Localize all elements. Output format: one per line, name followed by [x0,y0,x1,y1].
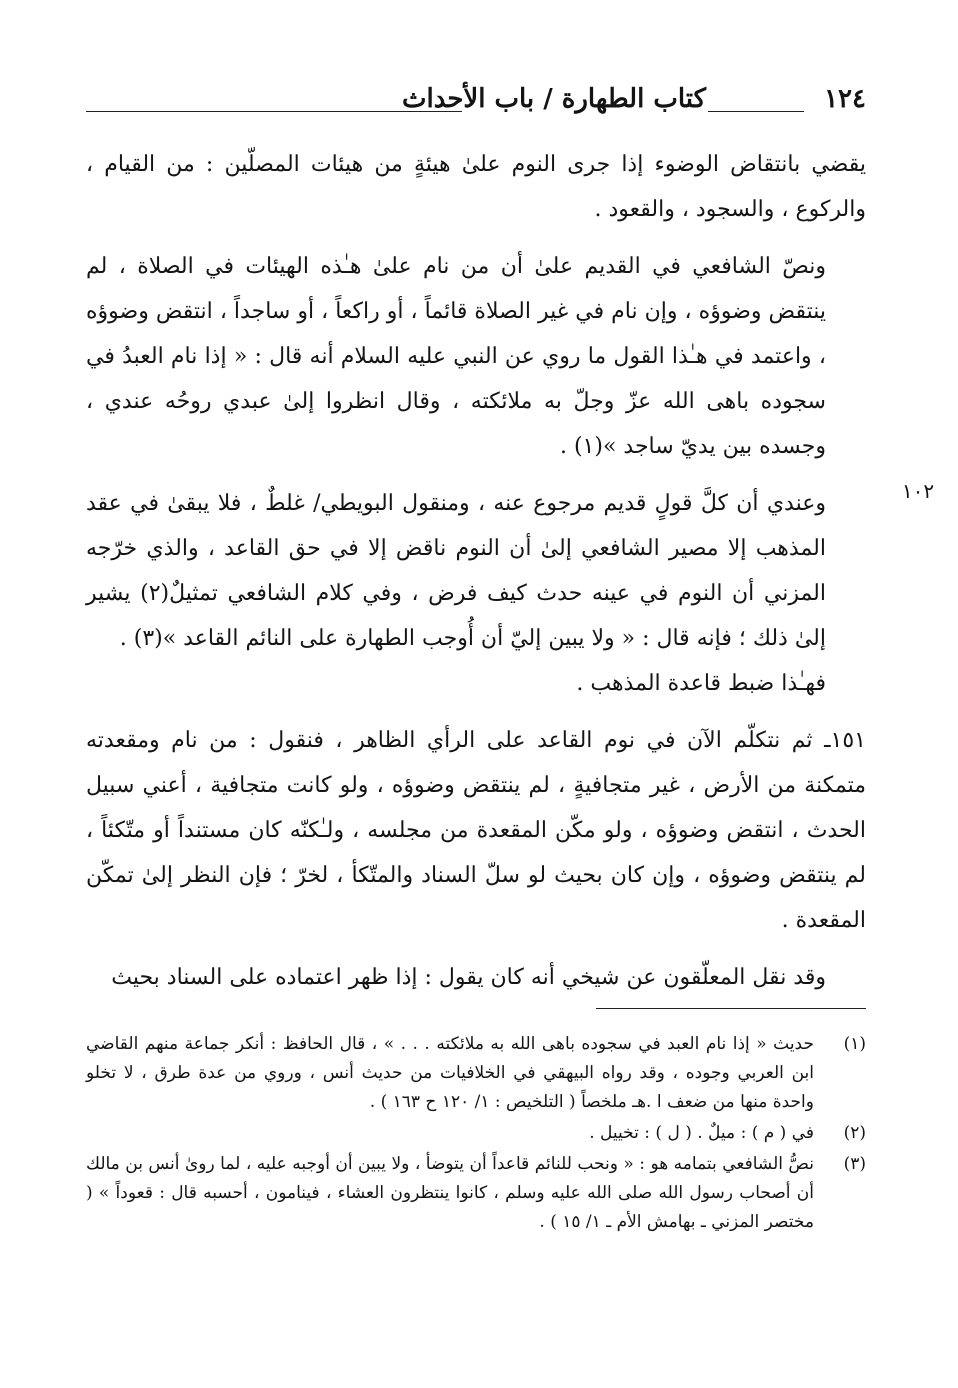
footnote-number: (٢) [843,1123,866,1143]
page-number: ١٢٤ [824,84,866,114]
paragraph: وقد نقل المعلّقون عن شيخي أنه كان يقول : إذا ظهر اعتماده على السناد بحيث [111,965,826,990]
footnote [86,1150,866,1237]
footnote-number: (٣) [843,1154,866,1174]
paragraph: وعندي أن كلَّ قولٍ قديم مرجوع عنه ، ومنقول البويطي/ غلطٌ ، فلا يبقىٰ في عقد المذهب إلا مصير الشافعي إلىٰ أن النوم ناقض إلا في حق القاعد ، والذي خرّجه المزني أن النوم في عينه حدث كيف فرض ، وفي كلام الشافعي تمثيلٌ(٢) يشير إلىٰ ذلك ؛ فإنه قال : « ولا يبين إليّ أن أُوجب الطهارة على النائم القاعد »(٣) . [86,491,826,651]
paragraph: ونصّ الشافعي في القديم علىٰ أن من نام علىٰ هـٰذه الهيئات في الصلاة ، لم ينتقض وضوؤه ، وإن نام في غير الصلاة قائماً ، أو راكعاً ، أو ساجداً ، انتقض وضوؤه ، واعتمد في هـٰذا القول ما روي عن النبي عليه السلام أنه قال : « إذا نام العبدُ في سجوده باهى الله عزّ وجلّ به ملائكته ، وقال انظروا إلىٰ عبدي روحُه عندي ، وجسده بين يديّ ساجد »(١) . [86,254,826,459]
header-rule-short [708,111,804,112]
footnote-rule [596,1008,866,1009]
page-header [86,80,866,124]
footnote-number: (١) [843,1034,866,1054]
footnote [86,1030,866,1117]
section-paragraph: ١٥١ـ ثم نتكلّم الآن في نوم القاعد على الرأي الظاهر ، فنقول : من نام ومقعدته متمكنة من الأرض ، غير متجافيةٍ ، لم ينتقض وضوؤه ، ولو كانت متجافية ، أعني سبيل الحدث ، انتقض وضوؤه ، ولو مكّن المقعدة من مجلسه ، ولـٰكنّه كان مستنداً أو متّكئاً ، لم ينتقض وضوؤه ، وإن كان بحيث لو سلّ السناد والمتّكأ ، لخرّ ؛ فإن النظر إلىٰ تمكّن المقعدة . [86,728,866,933]
footnotes [86,1030,866,1239]
paragraph: فهـٰذا ضبط قاعدة المذهب . [576,671,826,696]
footnote-text: حديث « إذا نام العبد في سجوده باهى الله به ملائكته . . . » ، قال الحافظ : أنكر جماعة منهم القاضي ابن العربي وجوده ، وقد رواه البيهقي في الخلافيات من حديث أنس ، وروي من عدة طرق ، لا تخلو واحدة منها من ضعف ا .هـ ملخصاً ( التلخيص : ١/ ١٢٠ ح ١٦٣ ) . [86,1034,814,1112]
running-title: كتاب الطهارة / باب الأحداث [402,84,706,114]
margin-number: ١٠٢ [901,479,935,503]
paragraph: يقضي بانتقاض الوضوء إذا جرى النوم علىٰ هيئةٍ من هيئات المصلّين : من القيام ، والركوع ، والسجود ، والقعود . [86,152,866,222]
main-text [86,142,866,1000]
footnote-text: في ( م ) : ميلٌ . ( ل ) : تخييل . [589,1123,814,1143]
footnote-text: نصُّ الشافعي بتمامه هو : « ونحب للنائم قاعداً أن يتوضأ ، ولا يبين أن أوجبه عليه ، لما روىٰ أنس بن مالك أن أصحاب رسول الله صلى الله عليه وسلم ، كانوا ينتظرون العشاء ، فينامون ، أحسبه قال : قعوداً » ( مختصر المزني ـ بهامش الأم ـ ١/ ١٥ ) . [86,1154,814,1232]
footnote [86,1119,866,1148]
